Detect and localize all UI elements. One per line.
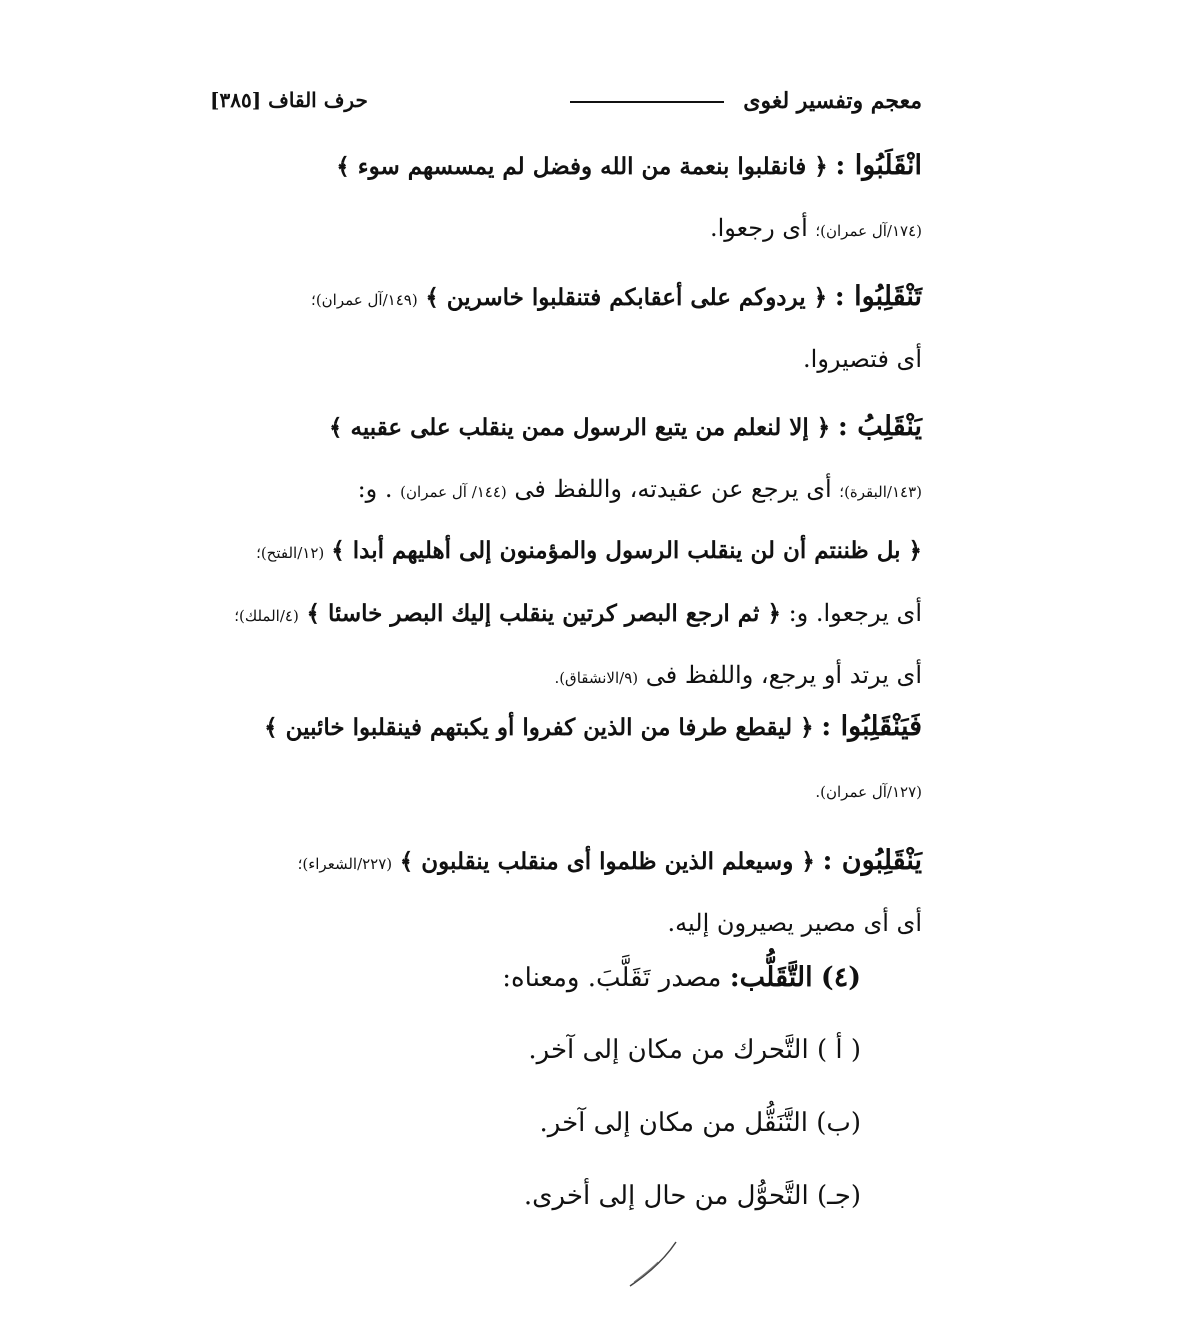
verse-reference: (١٤٩/آل عمران)؛ [311,291,418,309]
entry-yanqalibun [210,830,922,954]
quran-verse: ﴿ بل ظننتم أن لن ينقلب الرسول والمؤمنون إلى أهليهم أبدا ﴾ [331,537,922,564]
entry-continuation: . و: [357,475,393,503]
entry-line [210,830,922,892]
verse-reference: (٢٢٧/الشعراء)؛ [297,855,393,873]
entry-yanqalib [210,396,922,706]
entry-term: يَنْقَلِبُ : [837,411,922,442]
entry-term: يَنْقَلِبُون : [822,845,922,876]
entry-fayanqalibu [210,696,922,820]
verse-reference: (٤/الملك)؛ [234,607,299,625]
verse-reference: (١٢٧/آل عمران). [815,783,922,801]
book-title: معجم وتفسير لغوى [743,88,922,114]
definition-item: (ب) التَّنَقُّل من مكان إلى آخر. [539,1108,861,1138]
quran-verse: ﴿ ليقطع طرفا من الذين كفروا أو يكبتهم فينقلبوا خائبين ﴾ [264,714,814,741]
entry-gloss: أى فتصيروا. [803,345,922,373]
entry-line [210,892,922,954]
verse-reference: (٩/الانشقاق). [554,669,639,687]
entry-line [210,758,922,820]
section-title: حرف القاف [268,88,368,112]
entry-inqalabu [210,135,922,259]
definition-term: التَّقَلُّب: [729,962,813,993]
definition-item: ( أ ) التَّحرك من مكان إلى آخر. [528,1035,861,1065]
definition-item: (جـ) التَّحوُّل من حال إلى أخرى. [523,1181,861,1211]
page-number: [٣٨٥] [210,88,262,112]
entry-gloss: أى رجعوا. [709,214,808,242]
entry-term: تَنْقَلِبُوا : [834,281,922,312]
entry-continuation: أى يرجعوا. و: [788,599,922,627]
verse-reference: (١٧٤/آل عمران)؛ [815,222,922,240]
entry-tanqalibu [210,266,922,390]
definition-text: مصدر تَقَلَّبَ. ومعناه: [502,963,722,993]
quran-verse: ﴿ ثم ارجع البصر كرتين ينقلب إليك البصر خاسئا ﴾ [306,600,781,627]
entry-line [210,135,922,197]
running-header [200,82,922,122]
entry-line [210,458,922,520]
quran-verse: ﴿ وسيعلم الذين ظلموا أى منقلب ينقلبون ﴾ [399,848,815,875]
entry-continuation: أى يرتد أو يرجع، واللفظ فى [645,661,922,689]
entry-line [210,328,922,390]
entry-gloss: أى يرجع عن عقيدته، واللفظ فى [514,475,832,503]
entry-line [210,396,922,458]
quran-verse: ﴿ إلا لنعلم من يتبع الرسول ممن ينقلب على عقبيه ﴾ [329,414,831,441]
entry-line [210,696,922,758]
quran-verse: ﴿ يردوكم على أعقابكم فتنقلبوا خاسرين ﴾ [425,284,828,311]
definition-number: (٤) [820,962,861,993]
section-and-page [210,88,368,112]
entry-term: انْقَلَبُوا : [835,150,922,181]
verse-reference: (١٢/الفتح)؛ [256,544,325,562]
entry-line [210,582,922,644]
entry-line [210,520,922,582]
header-rule [570,101,724,103]
entry-line [210,266,922,328]
verse-reference: (١٤٤/ آل عمران) [400,483,507,501]
definition-heading [502,962,861,993]
quran-verse: ﴿ فانقلبوا بنعمة من الله وفضل لم يمسسهم سوء ﴾ [336,153,828,180]
pen-mark [628,1240,688,1290]
entry-term: فَيَنْقَلِبُوا : [821,711,922,742]
verse-reference: (١٤٣/البقرة)؛ [839,483,922,501]
entry-gloss: أى أى مصير يصيرون إليه. [667,909,922,937]
entry-line [210,197,922,259]
